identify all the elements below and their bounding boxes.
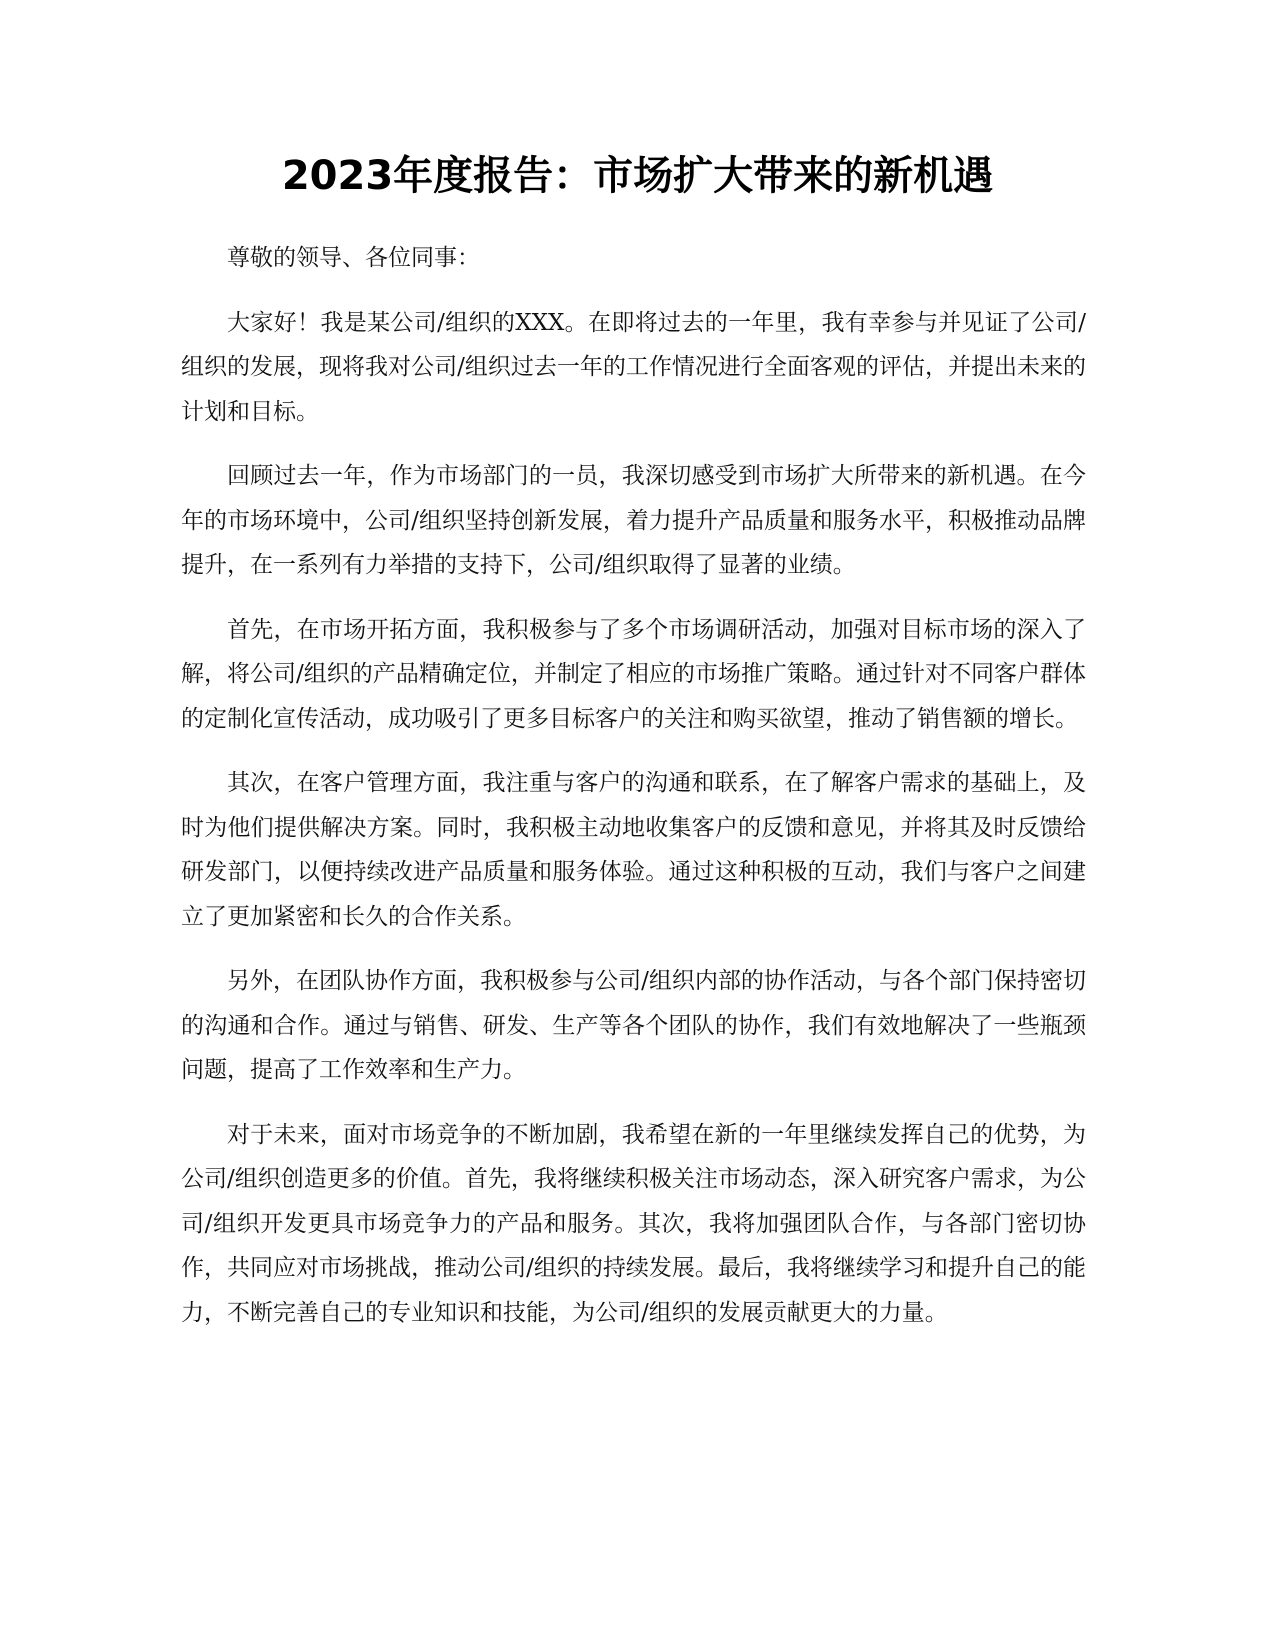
future-plan-paragraph: 对于未来，面对市场竞争的不断加剧，我希望在新的一年里继续发挥自己的优势，为公司/组织创造更多的价值。首先，我将继续积极关注市场动态，深入研究客户需求，为公司/组织开发更具市场竞争力的产品和服务。其次，我将加强团队合作，与各部门密切协作，共同应对市场挑战，推动公司/组织的持续发展。最后，我将继续学习和提升自己的能力，不断完善自己的专业知识和技能，为公司/组织的发展贡献更大的力量。 [181,1121,1086,1326]
document-body [181,236,1086,1355]
salutation-paragraph: 尊敬的领导、各位同事： [227,245,480,271]
customer-management-paragraph: 其次，在客户管理方面，我注重与客户的沟通和联系，在了解客户需求的基础上，及时为他们提供解决方案。同时，我积极主动地收集客户的反馈和意见，并将其及时反馈给研发部门，以便持续改进产品质量和服务体验。通过这种积极的互动，我们与客户之间建立了更加紧密和长久的合作关系。 [181,770,1086,930]
introduction-paragraph: 大家好！我是某公司/组织的XXX。在即将过去的一年里，我有幸参与并见证了公司/组织的发展，现将我对公司/组织过去一年的工作情况进行全面客观的评估，并提出未来的计划和目标。 [181,309,1086,425]
review-paragraph: 回顾过去一年，作为市场部门的一员，我深切感受到市场扩大所带来的新机遇。在今年的市场环境中，公司/组织坚持创新发展，着力提升产品质量和服务水平，积极推动品牌提升，在一系列有力举措的支持下，公司/组织取得了显著的业绩。 [181,463,1086,578]
document-title: 2023年度报告：市场扩大带来的新机遇 [281,153,994,199]
team-collaboration-paragraph: 另外，在团队协作方面，我积极参与公司/组织内部的协作活动，与各个部门保持密切的沟通和合作。通过与销售、研发、生产等各个团队的协作，我们有效地解决了一些瓶颈问题，提高了工作效率和生产力。 [181,968,1086,1083]
market-expansion-paragraph: 首先，在市场开拓方面，我积极参与了多个市场调研活动，加强对目标市场的深入了解，将公司/组织的产品精确定位，并制定了相应的市场推广策略。通过针对不同客户群体的定制化宣传活动，成功吸引了更多目标客户的关注和购买欲望，推动了销售额的增长。 [181,616,1086,732]
